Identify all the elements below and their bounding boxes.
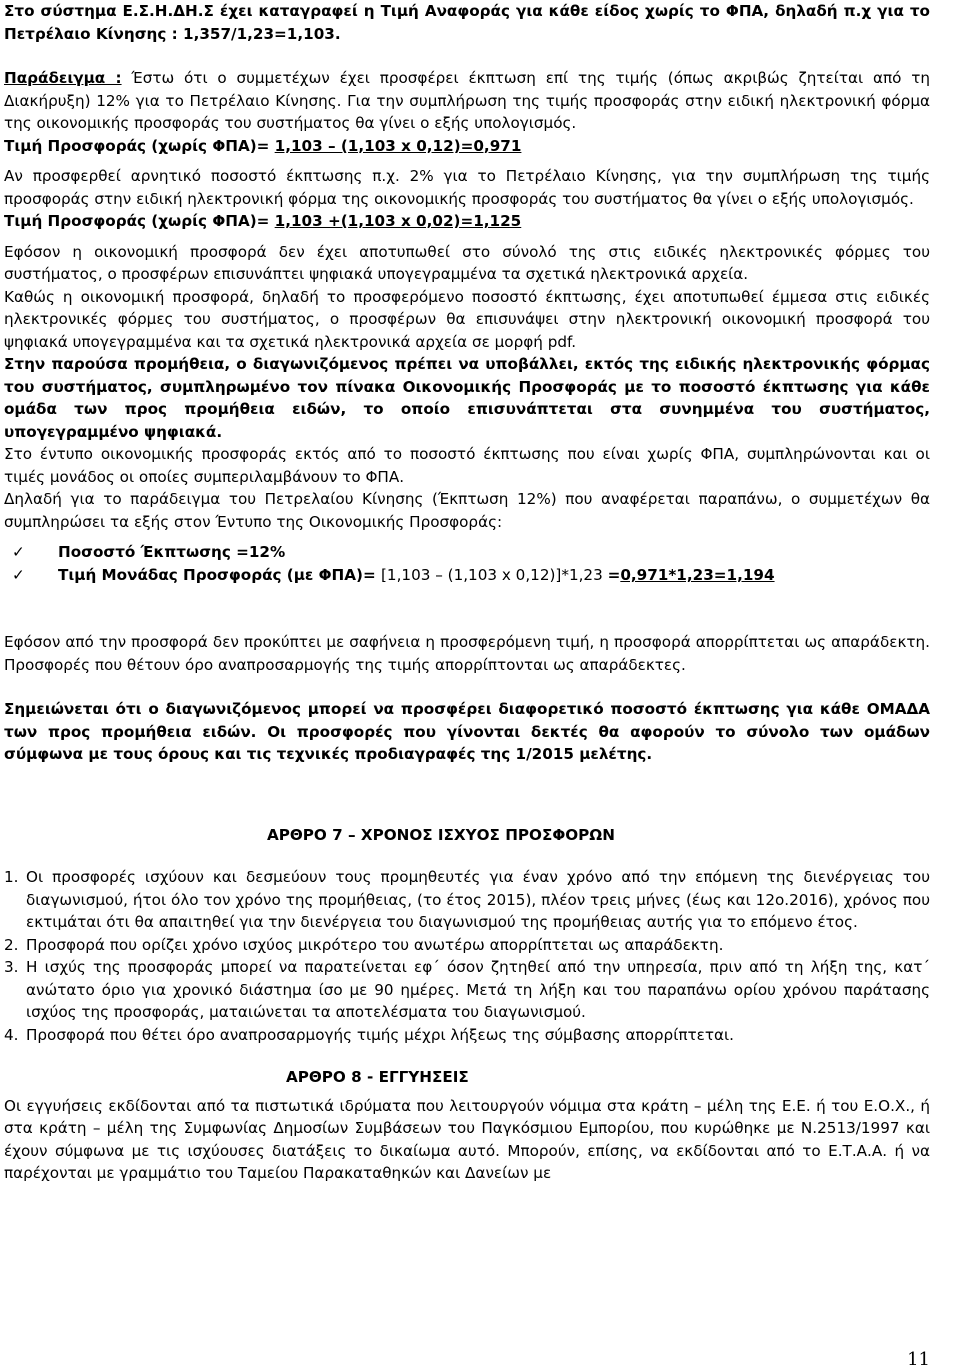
paragraph-rejection: Εφόσον από την προσφορά δεν προκύπτει με σαφήνεια η προσφερόμενη τιμή, η προσφορά απορρίπτεται ως απαράδεκτη. Προσφορές που θέτουν όρο αναπροσαρμογής της τιμής απορρίπτονται ως απαράδεκτες.: [4, 633, 930, 674]
unit-price-equals: =: [607, 566, 621, 584]
page-number: 11: [907, 1349, 930, 1370]
checklist: [4, 541, 930, 587]
checkmark-icon: ✓: [12, 543, 25, 561]
paragraph-financial-table: Στην παρούσα προμήθεια, ο διαγωνιζόμενος πρέπει να υποβάλλει, εκτός της ειδικής ηλεκτρονικής φόρμας του συστήματος, συμπληρωμένο τον πίνακα Οικονομικής Προσφοράς με το ποσοστό έκπτωσης για κάθε ομάδα των προς προμήθεια ειδών, το οποίο επισυνάπτεται στα συνημμένα του συστήματος, υπογεγραμμένο ψηφιακά.: [4, 355, 930, 441]
formula-12-value: 1,103 – (1,103 x 0,12)=0,971: [274, 136, 522, 155]
list-item-text: Η ισχύς της προσφοράς μπορεί να παρατείνεται εφ΄ όσον ζητηθεί από την υπηρεσία, πριν από τη λήξη της, κατ΄ ανώτατο όριο για χρονικό διάστημα ίσο με 90 ημέρες. Μετά τη λήξη και του παραπάνω ορίου χρόνου παράτασης ισχύος της προσφοράς, ματαιώνεται τα αποτελέσματα του διαγωνισμού.: [26, 958, 930, 1021]
list-item-number: 4.: [4, 1025, 19, 1044]
list-item: [4, 956, 930, 1024]
list-item-number: 2.: [4, 935, 19, 954]
unit-price-formula: [1,103 – (1,103 x 0,12)]*1,23: [380, 566, 608, 584]
discount-percentage: Ποσοστό Έκπτωσης =12%: [58, 543, 286, 561]
checkmark-icon: ✓: [12, 566, 25, 584]
article-7-list: [4, 866, 930, 1046]
paragraph-attachments: Εφόσον η οικονομική προσφορά δεν έχει αποτυπωθεί στο σύνολό της στις ειδικές ηλεκτρονικές φόρμες του συστήματος, ο προσφέρων επισυνάπτει ψηφιακά υπογεγραμμένα τα σχετικά ηλεκτρονικά αρχεία.: [4, 242, 930, 283]
list-item-text: Προσφορά που ορίζει χρόνο ισχύος μικρότερο του ανωτέρω απορρίπτεται ως απαράδεκτη.: [26, 935, 724, 954]
formula-12-label: Τιμή Προσφοράς (χωρίς ΦΠΑ)=: [4, 136, 275, 155]
example-text: Έστω ότι ο συμμετέχων έχει προσφέρει έκπτωση επί της τιμής (όπως ακριβώς ζητείται από τη Διακήρυξη) 12% για το Πετρέλαιο Κίνησης. Για την συμπλήρωση της τιμής προσφοράς στην ειδική ηλεκτρονική φόρμα της οικονομικής προσφοράς του συστήματος θα γίνει ο εξής υπολογισμός.: [4, 69, 930, 132]
article-8-title: ΑΡΘΡΟ 8 - ΕΓΓΥΗΣΕΙΣ: [286, 1068, 469, 1086]
formula-2-label: Τιμή Προσφοράς (χωρίς ΦΠΑ)=: [4, 212, 275, 230]
unit-price-result: 0,971*1,23=1,194: [620, 566, 775, 584]
list-item: [4, 1024, 930, 1047]
intro-reference-price: Στο σύστημα Ε.Σ.Η.ΔΗ.Σ έχει καταγραφεί η Τιμή Αναφοράς για κάθε είδος χωρίς το ΦΠΑ, δηλαδή π.χ για το Πετρέλαιο Κίνησης : 1,357/1,23=1,103.: [4, 2, 930, 43]
formula-2-percent: [4, 210, 930, 233]
list-item-text: Οι προσφορές ισχύουν και δεσμεύουν τους προμηθευτές για έναν χρόνο από την επόμενη της διενέργειας του διαγωνισμού, ήτοι όλο τον χρόνο της προμήθειας, (το έτος 2015), πλέον τρεις μήνες (έως και 12ο.2016), χρόνος που εκτιμάται ότι θα απαιτηθεί για την διενέργεια του διαγωνισμού της προμήθειας αυτής για το επόμενο έτος.: [26, 868, 930, 931]
formula-2-value: 1,103 +(1,103 x 0,02)=1,125: [274, 212, 522, 230]
checklist-item: [12, 541, 930, 564]
paragraph-unit-prices: Στο έντυπο οικονομικής προσφοράς εκτός από το ποσοστό έκπτωσης που είναι χωρίς ΦΠΑ, συμπληρώνονται και οι τιμές μονάδος οι οποίες συμπεριλαμβάνουν το ΦΠΑ.: [4, 445, 930, 486]
unit-price-label: Τιμή Μονάδας Προσφοράς (με ΦΠΑ)=: [58, 566, 381, 584]
paragraph-example-fill: Δηλαδή για το παράδειγμα του Πετρελαίου Κίνησης (Έκπτωση 12%) που αναφέρεται παραπάνω, ο συμμετέχων θα συμπληρώσει τα εξής στον Έντυπο της Οικονομικής Προσφοράς:: [4, 490, 930, 531]
checklist-item: [12, 564, 930, 587]
paragraph-indirect-offer: Καθώς η οικονομική προσφορά, δηλαδή το προσφερόμενο ποσοστό έκπτωσης, έχει αποτυπωθεί έμμεσα στις ειδικές ηλεκτρονικές φόρμες του συστήματος, ο προσφέρων θα επισυνάψει στην ηλεκτρονική οικονομική προσφορά του ψηφιακά υπογεγραμμένα και τα σχετικά ηλεκτρονικά αρχεία σε μορφή pdf.: [4, 287, 930, 351]
list-item: [4, 866, 930, 934]
paragraph-group-discount: Σημειώνεται ότι ο διαγωνιζόμενος μπορεί να προσφέρει διαφορετικό ποσοστό έκπτωσης για κάθε ΟΜΑΔΑ των προς προμήθεια ειδών. Οι προσφορές που γίνονται δεκτές θα αφορούν το σύνολο των ομάδων σύμφωνα με τους όρους και τις τεχνικές προδιαγραφές της 1/2015 μελέτης.: [4, 700, 930, 763]
list-item: [4, 934, 930, 957]
example-label: Παράδειγμα :: [4, 69, 122, 87]
article-8-text: Οι εγγυήσεις εκδίδονται από τα πιστωτικά ιδρύματα που λειτουργούν νόμιμα στα κράτη – μέλη της Ε.Ε. ή του Ε.Ο.Χ., ή στα κράτη – μέλη της Συμφωνίας Δημοσίων Συμβάσεων του Παγκόσμιου Εμπορίου, που κυρώθηκε με Ν.2513/1997 και έχουν σύμφωνα με τις ισχύουσες διατάξεις το δικαίωμα αυτό. Μπορούν, επίσης, να εκδίδονται από το Ε.Τ.Α.Α. ή να παρέχονται με γραμμάτιο του Ταμείου Παρακαταθηκών και Δανείων με: [4, 1096, 930, 1182]
formula-12-percent: [4, 135, 930, 158]
unit-price-line: [58, 564, 775, 587]
article-7-title: ΑΡΘΡΟ 7 – ΧΡΟΝΟΣ ΙΣΧΥΟΣ ΠΡΟΣΦΟΡΩΝ: [267, 825, 615, 844]
example-paragraph: [4, 67, 930, 135]
negative-discount-paragraph: Αν προσφερθεί αρνητικό ποσοστό έκπτωσης π.χ. 2% για το Πετρέλαιο Κίνησης, για την συμπλήρωση της τιμής προσφοράς στην ειδική ηλεκτρονική φόρμα της οικονομικής προσφοράς του συστήματος θα γίνει ο εξής υπολογισμός.: [4, 167, 930, 208]
list-item-number: 1.: [4, 868, 19, 886]
list-item-text: Προσφορά που θέτει όρο αναπροσαρμογής τιμής μέχρι λήξεως της σύμβασης απορρίπτεται.: [26, 1025, 734, 1044]
list-item-number: 3.: [4, 958, 19, 976]
